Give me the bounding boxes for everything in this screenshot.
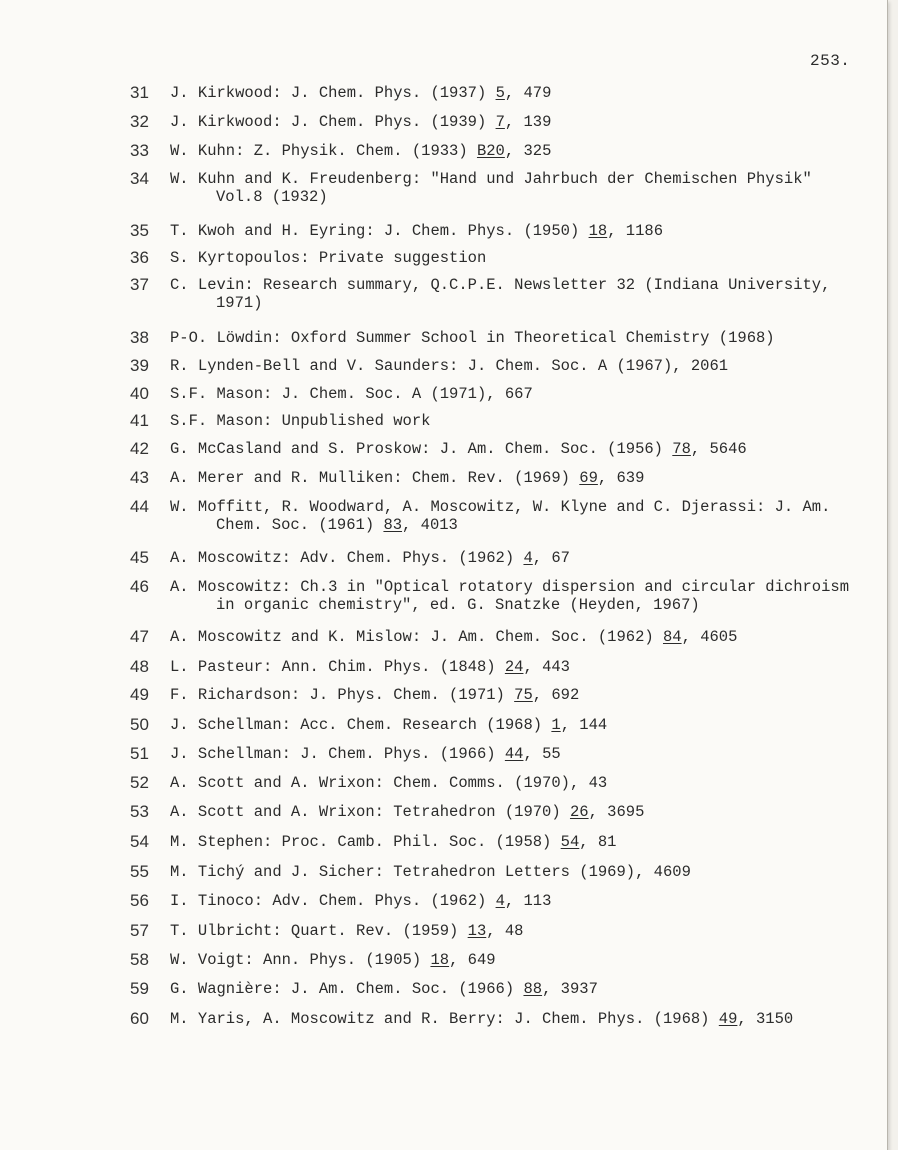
- scan-margin: [0, 1150, 898, 1166]
- reference-entry: [0, 412, 887, 430]
- reference-entry: [0, 686, 887, 704]
- reference-text: W. Kuhn and K. Freudenberg: "Hand und Jahrbuch der Chemischen Physik": [170, 170, 812, 188]
- reference-text: R. Lynden-Bell and V. Saunders: J. Chem. Soc. A (1967), 2061: [170, 357, 729, 375]
- reference-entry: [0, 833, 887, 851]
- reference-text: A. Scott and A. Wrixon: Chem. Comms. (1970), 43: [170, 774, 608, 792]
- reference-text: M. Yaris, A. Moscowitz and R. Berry: J. Chem. Phys. (1968) 49, 3150: [170, 1010, 794, 1028]
- reference-number: 34: [130, 169, 149, 188]
- volume-number: 24: [504, 658, 524, 676]
- reference-text: L. Pasteur: Ann. Chim. Phys. (1848) 24, 443: [170, 658, 570, 676]
- volume-number: 7: [495, 113, 505, 131]
- reference-entry: [0, 922, 887, 940]
- reference-entry: [0, 222, 887, 240]
- volume-number: 84: [662, 628, 682, 646]
- reference-number: 47: [130, 627, 149, 646]
- reference-text: T. Kwoh and H. Eyring: J. Chem. Phys. (1950) 18, 1186: [170, 222, 663, 240]
- reference-entry: [0, 892, 887, 910]
- volume-number: 1: [551, 716, 561, 734]
- reference-number: 38: [130, 328, 149, 347]
- volume-number: 4: [495, 892, 505, 910]
- volume-number: 78: [672, 440, 691, 458]
- reference-number: 46: [130, 577, 149, 596]
- reference-number: 49: [130, 685, 149, 704]
- reference-text: G. Wagnière: J. Am. Chem. Soc. (1966) 88, 3937: [170, 980, 598, 998]
- reference-entry: [0, 113, 887, 131]
- volume-number: 69: [579, 469, 598, 487]
- reference-text: A. Moscowitz: Ch.3 in "Optical rotatory dispersion and circular dichroism: [170, 578, 850, 596]
- reference-text: M. Stephen: Proc. Camb. Phil. Soc. (1958) 54, 81: [170, 833, 617, 851]
- reference-entry: [0, 863, 887, 881]
- reference-text: A. Scott and A. Wrixon: Tetrahedron (1970) 26, 3695: [170, 803, 645, 821]
- reference-text: J. Kirkwood: J. Chem. Phys. (1939) 7, 139: [170, 113, 552, 131]
- reference-text: A. Moscowitz: Adv. Chem. Phys. (1962) 4, 67: [170, 549, 570, 567]
- reference-entry: [0, 549, 887, 567]
- reference-text: C. Levin: Research summary, Q.C.P.E. Newsletter 32 (Indiana University,: [170, 276, 831, 294]
- reference-entry: [0, 498, 887, 534]
- reference-continuation: in organic chemistry", ed. G. Snatzke (Heyden, 1967): [216, 596, 700, 614]
- reference-number: 52: [130, 773, 149, 792]
- reference-text: W. Voigt: Ann. Phys. (1905) 18, 649: [170, 951, 496, 969]
- reference-entry: [0, 658, 887, 676]
- reference-continuation: Vol.8 (1932): [216, 188, 328, 206]
- reference-entry: [0, 469, 887, 487]
- reference-number: 54: [130, 832, 149, 851]
- reference-number: 40: [130, 384, 149, 403]
- reference-entry: [0, 329, 887, 347]
- reference-entry: [0, 385, 887, 403]
- reference-number: 45: [130, 548, 149, 567]
- volume-number: 83: [383, 516, 403, 534]
- reference-number: 57: [130, 921, 149, 940]
- reference-continuation: Chem. Soc. (1961) 83, 4013: [216, 516, 458, 534]
- reference-entry: [0, 249, 887, 267]
- volume-number: B20: [476, 142, 505, 160]
- page-number: 253.: [810, 52, 851, 70]
- reference-entry: [0, 803, 887, 821]
- volume-number: 18: [588, 222, 608, 240]
- reference-number: 44: [130, 497, 149, 516]
- reference-entry: [0, 578, 887, 614]
- reference-text: M. Tichý and J. Sicher: Tetrahedron Letters (1969), 4609: [170, 863, 691, 881]
- volume-number: 88: [523, 980, 543, 998]
- reference-number: 31: [130, 83, 149, 102]
- volume-number: 44: [504, 745, 524, 763]
- reference-text: S.F. Mason: J. Chem. Soc. A (1971), 667: [170, 385, 533, 403]
- reference-number: 51: [130, 744, 149, 763]
- reference-text: A. Merer and R. Mulliken: Chem. Rev. (1969) 69, 639: [170, 469, 645, 487]
- reference-entry: [0, 1010, 887, 1028]
- volume-number: 54: [560, 833, 580, 851]
- reference-entry: [0, 276, 887, 312]
- reference-number: 50: [130, 715, 149, 734]
- reference-text: J. Schellman: Acc. Chem. Research (1968) 1, 144: [170, 716, 608, 734]
- reference-entry: [0, 628, 887, 646]
- reference-number: 56: [130, 891, 149, 910]
- volume-number: 4: [523, 549, 533, 567]
- reference-entry: [0, 142, 887, 160]
- reference-number: 42: [130, 439, 149, 458]
- reference-number: 33: [130, 141, 149, 160]
- reference-number: 41: [130, 411, 149, 430]
- volume-number: 5: [495, 84, 505, 102]
- reference-text: W. Kuhn: Z. Physik. Chem. (1933) B20, 325: [170, 142, 552, 160]
- volume-number: 26: [569, 803, 589, 821]
- volume-number: 18: [430, 951, 450, 969]
- reference-text: P-O. Löwdin: Oxford Summer School in Theoretical Chemistry (1968): [170, 329, 775, 347]
- reference-number: 59: [130, 979, 149, 998]
- reference-number: 32: [130, 112, 149, 131]
- reference-entry: [0, 980, 887, 998]
- reference-entry: [0, 357, 887, 375]
- reference-text: A. Moscowitz and K. Mislow: J. Am. Chem. Soc. (1962) 84, 4605: [170, 628, 738, 646]
- reference-entry: [0, 440, 887, 458]
- reference-number: 36: [130, 248, 149, 267]
- reference-number: 48: [130, 657, 149, 676]
- reference-text: I. Tinoco: Adv. Chem. Phys. (1962) 4, 113: [170, 892, 552, 910]
- reference-text: F. Richardson: J. Phys. Chem. (1971) 75, 692: [170, 686, 580, 704]
- reference-number: 58: [130, 950, 149, 969]
- reference-entry: [0, 774, 887, 792]
- reference-number: 43: [130, 468, 149, 487]
- reference-text: J. Kirkwood: J. Chem. Phys. (1937) 5, 479: [170, 84, 552, 102]
- reference-number: 37: [130, 275, 149, 294]
- volume-number: 13: [467, 922, 487, 940]
- volume-number: 75: [514, 686, 533, 704]
- reference-number: 55: [130, 862, 149, 881]
- reference-number: 53: [130, 802, 149, 821]
- reference-entry: [0, 951, 887, 969]
- reference-entry: [0, 84, 887, 102]
- reference-text: J. Schellman: J. Chem. Phys. (1966) 44, 55: [170, 745, 561, 763]
- reference-number: 39: [130, 356, 149, 375]
- reference-text: G. McCasland and S. Proskow: J. Am. Chem. Soc. (1956) 78, 5646: [170, 440, 747, 458]
- reference-entry: [0, 716, 887, 734]
- reference-entry: [0, 170, 887, 206]
- reference-text: S. Kyrtopoulos: Private suggestion: [170, 249, 487, 267]
- reference-text: T. Ulbricht: Quart. Rev. (1959) 13, 48: [170, 922, 524, 940]
- reference-number: 35: [130, 221, 149, 240]
- reference-continuation: 1971): [216, 294, 263, 312]
- volume-number: 49: [718, 1010, 738, 1028]
- reference-entry: [0, 745, 887, 763]
- reference-number: 60: [130, 1009, 149, 1028]
- reference-text: W. Moffitt, R. Woodward, A. Moscowitz, W. Klyne and C. Djerassi: J. Am.: [170, 498, 831, 516]
- reference-text: S.F. Mason: Unpublished work: [170, 412, 431, 430]
